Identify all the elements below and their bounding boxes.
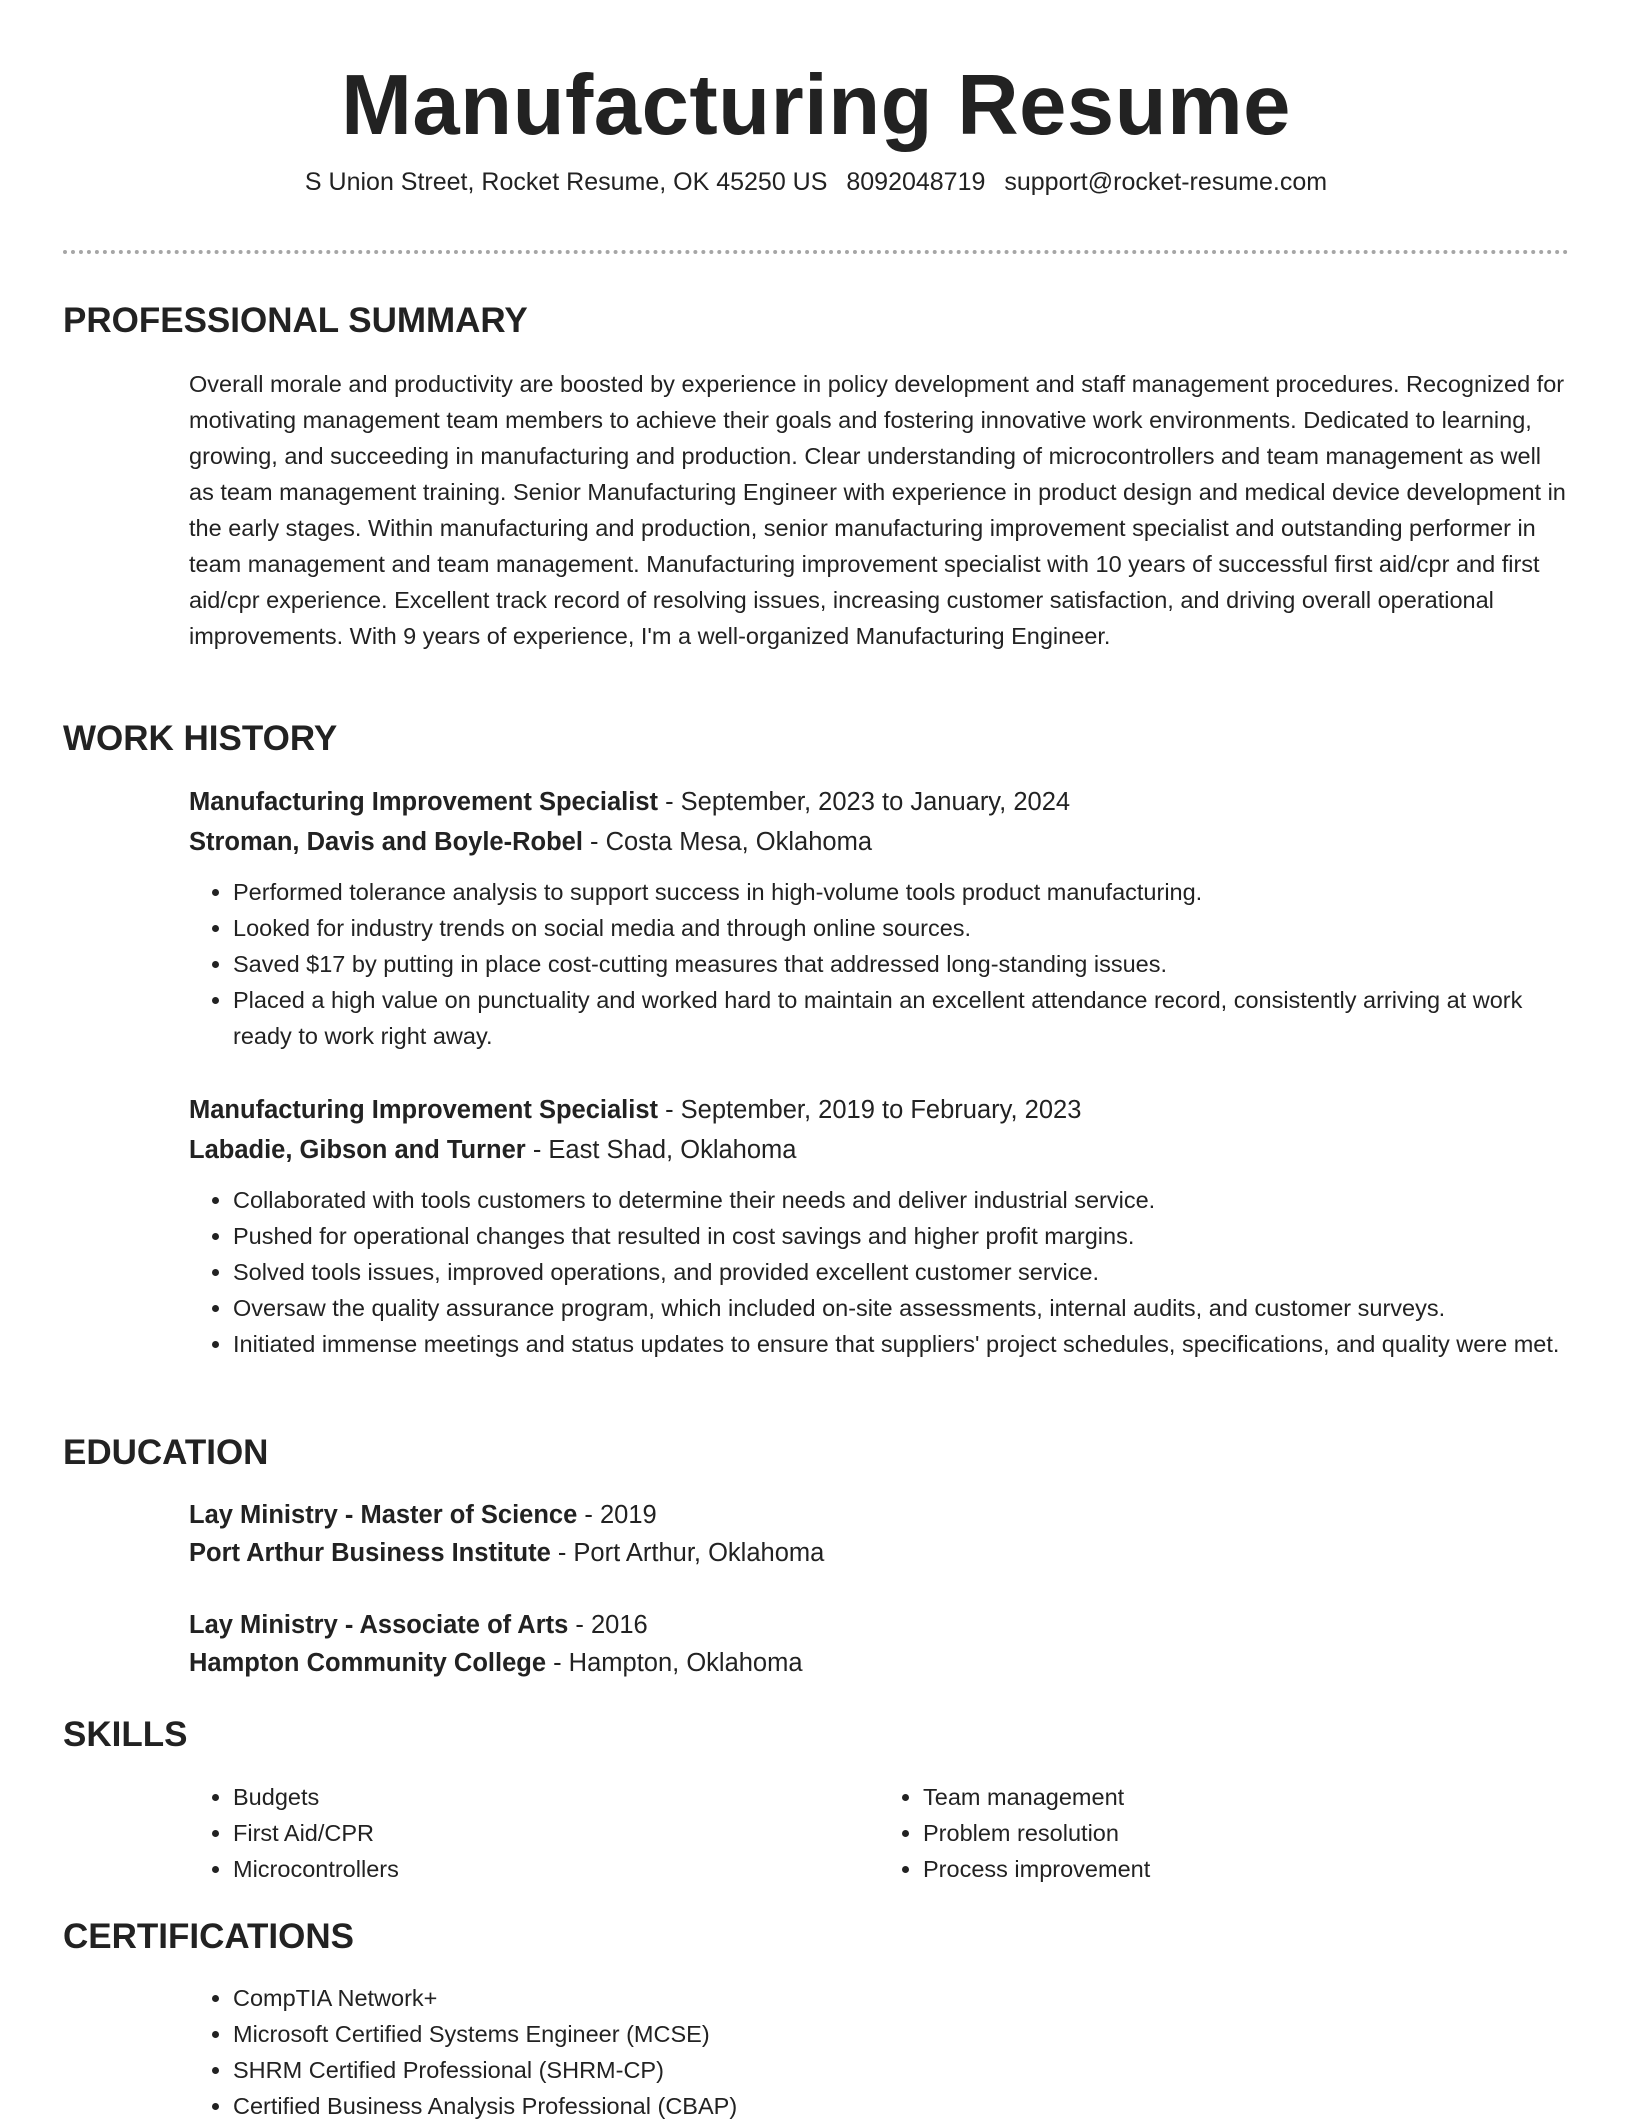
- certifications-list: [189, 1980, 1569, 2124]
- job-bullet: • Placed a high value on punctuality and worked hard to maintain an excellent attendance record, consistently arriving at work ready to work right away.: [233, 982, 1569, 1054]
- job-bullet: • Initiated immense meetings and status updates to ensure that suppliers' project schedules, specifications, and quality were met.: [233, 1326, 1569, 1362]
- resume-title: Manufacturing Resume: [341, 58, 1291, 153]
- contact-email: support@rocket-resume.com: [1004, 168, 1328, 196]
- skill-item: • First Aid/CPR: [233, 1815, 879, 1851]
- skills-heading: SKILLS: [63, 1715, 188, 1754]
- skill-item: • Microcontrollers: [233, 1851, 879, 1887]
- job-title-line: [189, 782, 1569, 822]
- job-bullet: • Collaborated with tools customers to determine their needs and deliver industrial service.: [233, 1182, 1569, 1218]
- job-company-line: [189, 1130, 1569, 1170]
- education-degree-line: [189, 1606, 1569, 1644]
- certification-item: • CompTIA Network+: [233, 1980, 1569, 2016]
- skill-item: • Problem resolution: [923, 1815, 1569, 1851]
- contact-address: S Union Street, Rocket Resume, OK 45250 US: [304, 168, 828, 196]
- education-school-line: [189, 1644, 1569, 1682]
- job-company: Stroman, Davis and Boyle-Robel: [189, 828, 583, 856]
- education-entry: [189, 1496, 1569, 1572]
- job-title-line: [189, 1090, 1569, 1130]
- header-divider: [63, 250, 1569, 254]
- certification-item: • Certified Business Analysis Professional (CBAP): [233, 2088, 1569, 2124]
- job-title: Manufacturing Improvement Specialist: [189, 1096, 659, 1124]
- job-location: - Costa Mesa, Oklahoma: [582, 828, 873, 856]
- job-bullets: [189, 874, 1569, 1054]
- contact-line: [0, 165, 1632, 199]
- job-dates: - September, 2019 to February, 2023: [658, 1096, 1082, 1124]
- education-school: Hampton Community College: [189, 1649, 547, 1677]
- skills-list-left: [189, 1779, 879, 1887]
- job-dates: - September, 2023 to January, 2024: [658, 788, 1071, 816]
- summary-text: Overall morale and productivity are boosted by experience in policy development and staff management procedures. Recognized for motivating management team members to achieve their goals and fostering innovative work environments. Dedicated to learning, growing, and succeeding in manufacturing and production. Clear understanding of microcontrollers and team management as well as team management training. Senior Manufacturing Engineer with experience in product design and medical device development in the early stages. Within manufacturing and production, senior manufacturing improvement specialist and outstanding performer in team management and team management. Manufacturing improvement specialist with 10 years of successful first aid/cpr and first aid/cpr experience. Excellent track record of resolving issues, increasing customer satisfaction, and driving overall operational improvements. With 9 years of experience, I'm a well-organized Manufacturing Engineer.: [189, 371, 1566, 649]
- work-history-heading: WORK HISTORY: [63, 719, 338, 758]
- education-degree: Lay Ministry - Master of Science: [189, 1501, 578, 1529]
- job-bullet: • Solved tools issues, improved operations, and provided excellent customer service.: [233, 1254, 1569, 1290]
- education-location: - Port Arthur, Oklahoma: [550, 1539, 825, 1567]
- contact-phone: 8092048719: [846, 168, 986, 196]
- job-company: Labadie, Gibson and Turner: [189, 1136, 526, 1164]
- job-bullet: • Performed tolerance analysis to support success in high-volume tools product manufacturing.: [233, 874, 1569, 910]
- skills-list-right: [879, 1779, 1569, 1887]
- job-bullet: • Saved $17 by putting in place cost-cutting measures that addressed long-standing issues.: [233, 946, 1569, 982]
- certification-item: • SHRM Certified Professional (SHRM-CP): [233, 2052, 1569, 2088]
- job-title: Manufacturing Improvement Specialist: [189, 788, 659, 816]
- education-school-line: [189, 1534, 1569, 1572]
- certification-item: • Microsoft Certified Systems Engineer (MCSE): [233, 2016, 1569, 2052]
- skill-item: • Team management: [923, 1779, 1569, 1815]
- education-degree-line: [189, 1496, 1569, 1534]
- summary-heading: PROFESSIONAL SUMMARY: [63, 301, 528, 340]
- skill-item: • Budgets: [233, 1779, 879, 1815]
- certifications-heading: CERTIFICATIONS: [63, 1917, 355, 1956]
- job-entry: [189, 1090, 1569, 1362]
- job-bullets: [189, 1182, 1569, 1362]
- job-bullet: • Pushed for operational changes that resulted in cost savings and higher profit margins.: [233, 1218, 1569, 1254]
- skills-columns: [189, 1779, 1569, 1887]
- job-bullet: • Oversaw the quality assurance program, which included on-site assessments, internal audits, and customer surveys.: [233, 1290, 1569, 1326]
- education-degree: Lay Ministry - Associate of Arts: [189, 1611, 569, 1639]
- job-bullet: • Looked for industry trends on social media and through online sources.: [233, 910, 1569, 946]
- education-year: - 2016: [568, 1611, 648, 1639]
- education-year: - 2019: [577, 1501, 657, 1529]
- education-location: - Hampton, Oklahoma: [546, 1649, 803, 1677]
- education-heading: EDUCATION: [63, 1433, 269, 1472]
- job-company-line: [189, 822, 1569, 862]
- job-entry: [189, 782, 1569, 1054]
- certifications-block: [189, 1980, 1569, 2124]
- skill-item: • Process improvement: [923, 1851, 1569, 1887]
- education-school: Port Arthur Business Institute: [189, 1539, 551, 1567]
- job-location: - East Shad, Oklahoma: [525, 1136, 797, 1164]
- education-entry: [189, 1606, 1569, 1682]
